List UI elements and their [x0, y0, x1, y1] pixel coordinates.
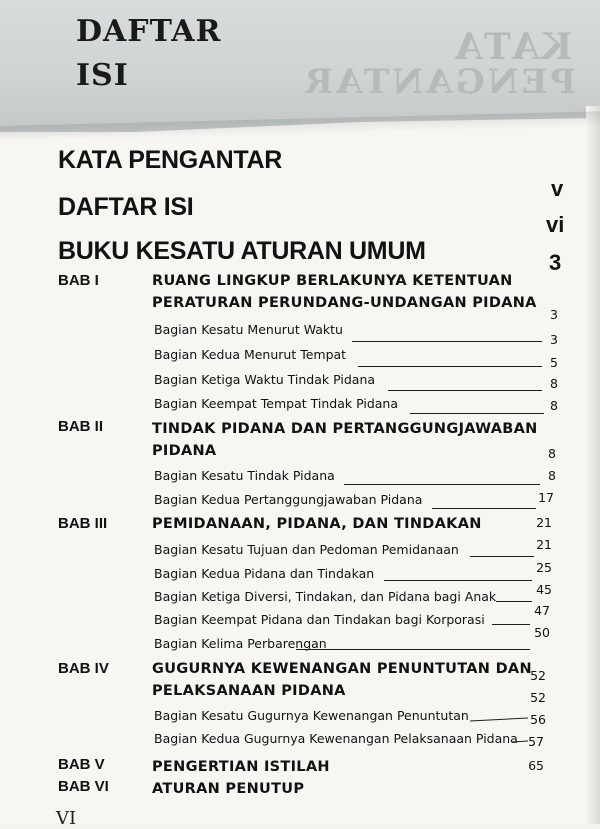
section-entry[interactable]: Bagian Kesatu Gugurnya Kewenangan Penuntutan — [154, 708, 469, 723]
toc-entry-kata-pengantar[interactable]: KATA PENGANTAR — [58, 146, 283, 174]
leader-line — [470, 556, 534, 557]
section-entry[interactable]: Bagian Ketiga Waktu Tindak Pidana — [154, 372, 376, 387]
chapter-title-line: ATURAN PENUTUP — [152, 781, 305, 797]
section-page-number: 56 — [530, 712, 546, 727]
chapter-title-line: PEMIDANAAN, PIDANA, DAN TINDAKAN — [152, 516, 482, 532]
chapter-title[interactable] — [152, 756, 330, 778]
section-page-number: 3 — [550, 332, 558, 347]
section-page-number: 52 — [530, 690, 546, 705]
toc-page-number: v — [551, 176, 564, 201]
bleed-through-text: KATA — [452, 26, 573, 68]
toc-page-number: 3 — [549, 250, 562, 275]
section-entry[interactable]: Bagian Keempat Tempat Tindak Pidana — [154, 396, 399, 411]
page-title-line: ISI — [76, 58, 129, 93]
section-page-number: 17 — [538, 490, 554, 505]
leader-line — [352, 341, 542, 342]
section-entry[interactable]: Bagian Kesatu Tindak Pidana — [154, 468, 335, 483]
chapter-page-number: 65 — [528, 758, 544, 773]
section-page-number: 25 — [536, 560, 552, 575]
chapter-page-number: 57 — [528, 734, 544, 749]
chapter-label: BAB V — [58, 756, 105, 773]
leader-line — [384, 580, 532, 581]
section-page-number: 45 — [536, 582, 552, 597]
leader-line — [358, 366, 542, 367]
section-entry[interactable]: Bagian Keempat Pidana dan Tindakan bagi Korporasi — [154, 612, 485, 627]
section-page-number: 8 — [550, 376, 558, 391]
chapter-page-number: 21 — [536, 515, 552, 530]
section-entry[interactable]: Bagian Kedua Pidana dan Tindakan — [154, 566, 375, 581]
chapter-title[interactable] — [152, 513, 482, 535]
leader-line — [344, 484, 540, 485]
chapter-title[interactable] — [152, 658, 532, 702]
chapter-title-line: PERATURAN PERUNDANG-UNDANGAN PIDANA — [152, 295, 537, 311]
section-entry[interactable]: Bagian Kedua Menurut Tempat — [154, 347, 347, 362]
section-page-number: 5 — [550, 355, 558, 370]
section-entry[interactable]: Bagian Kedua Gugurnya Kewenangan Pelaksanaan Pidana — [154, 731, 518, 746]
leader-line — [296, 649, 530, 650]
section-page-number: 47 — [534, 603, 550, 618]
section-page-number: 8 — [550, 398, 558, 413]
section-entry[interactable]: Bagian Kedua Pertanggungjawaban Pidana — [154, 492, 423, 507]
chapter-title-line: PENGERTIAN ISTILAH — [152, 759, 330, 775]
chapter-page-number: 52 — [530, 668, 546, 683]
chapter-title-line: TINDAK PIDANA DAN PERTANGGUNGJAWABAN — [152, 421, 538, 437]
leader-line — [410, 413, 544, 414]
chapter-label: BAB VI — [58, 778, 109, 795]
toc-entry-daftar-isi[interactable]: DAFTAR ISI — [58, 193, 194, 221]
section-page-number: 50 — [534, 625, 550, 640]
chapter-title-line: PIDANA — [152, 443, 217, 459]
chapter-title-line: PELAKSANAAN PIDANA — [152, 683, 346, 699]
chapter-title[interactable] — [152, 778, 304, 800]
section-page-number: 8 — [548, 468, 556, 483]
section-page-number: 21 — [536, 537, 552, 552]
bleed-through-text: PENGANTAR — [302, 62, 577, 102]
section-entry[interactable]: Bagian Kelima Perbarengan — [154, 636, 327, 651]
chapter-title-line: GUGURNYA KEWENANGAN PENUNTUTAN DAN — [152, 661, 532, 677]
leader-line — [432, 508, 536, 509]
chapter-label: BAB IV — [58, 660, 109, 677]
leader-line — [496, 601, 532, 602]
chapter-title[interactable] — [152, 418, 538, 462]
section-entry[interactable]: Bagian Ketiga Diversi, Tindakan, dan Pidana bagi Anak — [154, 589, 497, 604]
chapter-page-number: 3 — [550, 307, 558, 322]
chapter-title-line: RUANG LINGKUP BERLAKUNYA KETENTUAN — [152, 273, 513, 289]
section-entry[interactable]: Bagian Kesatu Tujuan dan Pedoman Pemidanaan — [154, 542, 459, 557]
chapter-label: BAB I — [58, 272, 99, 289]
chapter-page-number: 8 — [548, 446, 556, 461]
chapter-title[interactable] — [152, 270, 537, 314]
toc-entry-buku-kesatu[interactable]: BUKU KESATU ATURAN UMUM — [58, 237, 426, 265]
chapter-label: BAB III — [58, 515, 108, 532]
section-entry[interactable]: Bagian Kesatu Menurut Waktu — [154, 322, 343, 337]
page-number: VI — [56, 808, 77, 829]
page-title-line: DAFTAR — [76, 14, 222, 49]
chapter-label: BAB II — [58, 418, 103, 435]
toc-page-number: vi — [546, 212, 565, 237]
